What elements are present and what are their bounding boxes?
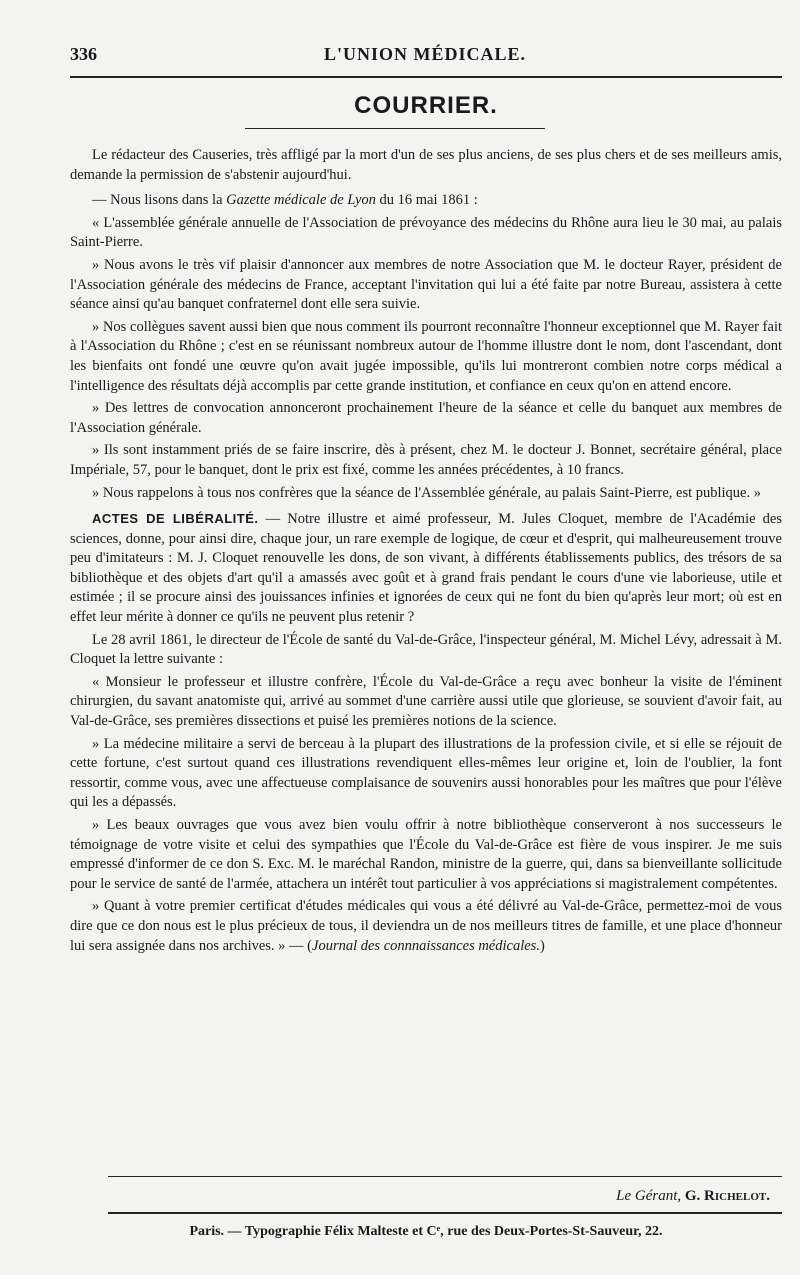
- journal-title: Gazette médicale de Lyon: [226, 192, 376, 209]
- paragraph: » Les beaux ouvrages que vous avez bien voulu offrir à notre bibliothèque conserveront à nos successeurs le témoignage de votre visite et celui des sympathies que l'École du Val-de-Grâce est fière de vous inspirer. Je me suis empressé d'informer de ce don S. Exc. M. le maréchal Randon, ministre de la guerre, qui, dans sa bienveillante sollicitude pour le service de santé de l'armée, attachera un intérêt tout particulier à vos appréciations si magistralement compétentes.: [70, 817, 782, 892]
- paragraph: Le rédacteur des Causeries, très affligé par la mort d'un de ses plus anciens, de ses plus chers et de ses meilleurs amis, demande la permission de s'abstenir aujourd'hui.: [70, 147, 782, 183]
- paragraph: » Nous avons le très vif plaisir d'annoncer aux membres de notre Association que M. le docteur Rayer, président de l'Association générale des médecins de France, acceptant l'invitation qui lui a été faite par notre Bureau, assistera à cette séance ainsi qu'au banquet confraternel dont elle sera suivie.: [70, 256, 782, 313]
- paragraph: » Des lettres de convocation annonceront prochainement l'heure de la séance et celle du banquet aux membres de l'Association générale.: [70, 400, 782, 436]
- section-title: COURRIER.: [354, 92, 498, 119]
- journal-title: Journal des connnaissances médicales.: [312, 937, 540, 954]
- paragraph: [70, 897, 782, 956]
- article-body: [70, 146, 782, 959]
- paragraph: [70, 509, 782, 628]
- inline-heading: ACTES DE LIBÉRALITÉ.: [92, 511, 259, 527]
- footer-rule: [108, 1212, 782, 1214]
- paragraph: Le 28 avril 1861, le directeur de l'École de santé du Val-de-Grâce, l'inspecteur général, M. Michel Lévy, adressait à M. Cloquet la lettre suivante :: [70, 631, 782, 668]
- page-number: 336: [70, 44, 97, 64]
- header-rule: [70, 76, 782, 78]
- paragraph: » La médecine militaire a servi de berceau à la plupart des illustrations de la profession civile, et si elle se réjouit de cette fortune, c'est surtout quand ces illustrations revendiquent elles-mêmes leur origine et, loin de l'oublier, la font ressortir, comme vous, avec une affectueuse complaisance de souvenirs aussi honorables pour les maîtres que pour l'élève qui les a dépassés.: [70, 735, 782, 811]
- paragraph: « L'assemblée générale annuelle de l'Association de prévoyance des médecins du Rhône aura lieu le 30 mai, au palais Saint-Pierre.: [70, 214, 782, 251]
- paragraph: » Nos collègues savent aussi bien que nous comment ils pourront reconnaître l'honneur exceptionnel que M. Rayer fait à l'Association du Rhône ; c'est en se réunissant nombreux autour de l'homme illustre dont le nom, dont l'ascendant, dont les bienfaits ont fondé une œuvre qu'on avait jugée impossible, qu'ils lui montreront combien notre corps médical a l'intelligence des résultats déjà accomplis par cette grande institution, et confiance en ceux qu'on en attend encore.: [70, 318, 782, 394]
- paragraph: [70, 191, 782, 211]
- running-title: L'UNION MÉDICALE.: [323, 44, 527, 64]
- signature-name: G. Richelot.: [684, 1188, 770, 1204]
- paragraph-text: » Quant à votre premier certificat d'études médicales qui vous a été délivré au Val-de-Grâce, permettez-moi de vous dire que ce don nous est le plus précieux de tous, il deviendra un de nos meilleurs titres de famille, et une place d'honneur lui sera assignée dans nos archives. » — (: [70, 898, 782, 954]
- page-header: [70, 44, 780, 70]
- paragraph: » Nous rappelons à tous nos confrères que la séance de l'Assemblée générale, au palais Saint-Pierre, est publique. »: [92, 484, 761, 501]
- paragraph-text: ): [539, 937, 545, 954]
- footer-rule: [108, 1176, 782, 1177]
- paragraph-text: du 16 mai 1861 :: [375, 192, 478, 209]
- imprint: Paris. — Typographie Félix Malteste et Cᵉ, rue des Deux-Portes-St-Sauveur, 22.: [189, 1224, 663, 1239]
- paragraph-text: — Notre illustre et aimé professeur, M. Jules Cloquet, membre de l'Académie des sciences, donne, pour ainsi dire, chaque jour, un rare exemple de logique, de cœur et d'esprit, qui malheureusement trouve peu d'imitateurs : M. J. Cloquet renouvelle les dons, de son vivant, à différents établissements publics, des trésors de sa bibliothèque et des objets d'art qu'il a amassés avec goût et à grand frais pendant le cours d'une vie laborieuse, utile et estimée ; il se procure ainsi des jouissances infinies et ignorées de ceux qui ne font du bien qu'après leur mort; où est en effet leur mérite à donner ce qu'ils ne peuvent plus retenir ?: [70, 511, 782, 626]
- paragraph: « Monsieur le professeur et illustre confrère, l'École du Val-de-Grâce a reçu avec bonheur la visite de l'éminent chirurgien, du savant anatomiste qui, arrivé au sommet d'une carrière aussi utile que glorieuse, se souvient d'avoir fait, au Val-de-Grâce, ses premières dissections et puisé les premières notions de la science.: [70, 673, 782, 730]
- signature-label: Le Gérant,: [616, 1188, 682, 1204]
- signature: [616, 1188, 770, 1205]
- title-rule: [245, 128, 545, 129]
- paragraph-text: — Nous lisons dans la: [92, 192, 227, 209]
- paragraph: » Ils sont instamment priés de se faire inscrire, dès à présent, chez M. le docteur J. Bonnet, secrétaire général, place Impériale, 57, pour le banquet, dont le prix est fixé, comme les années précédentes, à 10 francs.: [70, 442, 782, 478]
